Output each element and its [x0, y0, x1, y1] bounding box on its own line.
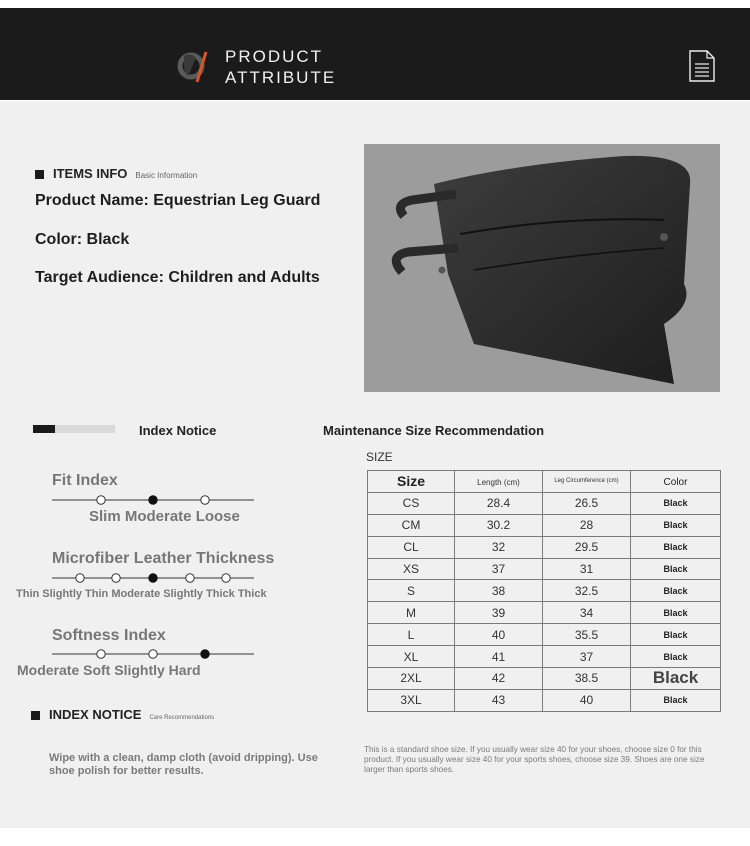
table-row [368, 624, 721, 646]
header-title [225, 46, 336, 88]
items-info-heading: ITEMS INFO Basic Information [35, 166, 197, 181]
fit-index-labels: Slim Moderate Loose [89, 508, 240, 525]
table-cell: 26.5 [543, 492, 631, 514]
table-row [368, 558, 721, 580]
table-cell: Black [631, 602, 721, 624]
table-row [368, 492, 721, 514]
table-row [368, 536, 721, 558]
header-circumference: Leg Circumference (cm) [543, 471, 631, 493]
header-title-line1: PRODUCT [225, 47, 324, 66]
softness-scale [52, 647, 254, 661]
table-cell: L [368, 624, 455, 646]
table-cell: 28.4 [455, 492, 543, 514]
index-notice-heading: Index Notice [139, 423, 217, 438]
table-cell: Black [631, 536, 721, 558]
size-table [367, 470, 721, 712]
thickness-option-thin [76, 574, 84, 582]
table-cell: 39 [455, 602, 543, 624]
thickness-title: Microfiber Leather Thickness [52, 550, 275, 567]
table-cell: Black [631, 514, 721, 536]
size-caption: SIZE [366, 450, 393, 464]
document-icon[interactable] [688, 50, 716, 82]
table-cell: 30.2 [455, 514, 543, 536]
table-cell: 2XL [368, 668, 455, 690]
table-cell: CM [368, 514, 455, 536]
table-cell: 35.5 [543, 624, 631, 646]
product-name: Product Name: Equestrian Leg Guard [35, 192, 321, 209]
target-audience: Target Audience: Children and Adults [35, 269, 320, 286]
table-row [368, 689, 721, 711]
decorative-bar-faded [55, 425, 115, 433]
softness-option-soft [149, 650, 157, 658]
table-cell: CL [368, 536, 455, 558]
header-length: Length (cm) [455, 471, 543, 493]
decorative-bar [33, 425, 55, 433]
table-cell: 42 [455, 668, 543, 690]
softness-title: Softness Index [52, 627, 166, 644]
softness-option-slightly-hard [201, 650, 209, 658]
table-cell: 38.5 [543, 668, 631, 690]
table-cell: 32.5 [543, 580, 631, 602]
table-cell: Black [631, 624, 721, 646]
table-cell: 43 [455, 689, 543, 711]
square-bullet-icon [31, 711, 40, 720]
table-header-row [368, 471, 721, 493]
fit-option-moderate [149, 496, 157, 504]
table-cell: 31 [543, 558, 631, 580]
table-cell: 29.5 [543, 536, 631, 558]
header-title-line2: ATTRIBUTE [225, 68, 337, 87]
softness-option-moderate [97, 650, 105, 658]
table-row [368, 602, 721, 624]
thickness-option-thick [222, 574, 230, 582]
table-cell: 37 [543, 646, 631, 668]
header-size: Size [368, 471, 455, 493]
fit-index-title: Fit Index [52, 472, 118, 489]
care-subheading: Care Recommendations [149, 715, 215, 721]
square-bullet-icon [35, 170, 44, 179]
fit-index-scale [52, 493, 254, 507]
table-cell: Black [631, 558, 721, 580]
thickness-option-slightly-thin [112, 574, 120, 582]
table-row [368, 646, 721, 668]
fit-option-loose [201, 496, 209, 504]
table-row [368, 668, 721, 690]
maintenance-heading: Maintenance Size Recommendation [323, 423, 545, 438]
table-cell: 38 [455, 580, 543, 602]
product-photo [364, 144, 720, 392]
table-cell: 28 [543, 514, 631, 536]
thickness-option-moderate [149, 574, 157, 582]
size-note: This is a standard shoe size. If you usually wear size 40 for your shoes, choose size 0 for this product. If you usually wear size 40 for your sports shoes, choose size 39. Shoes are one size larger than sports shoes. [364, 745, 705, 774]
table-cell: 40 [543, 689, 631, 711]
table-cell: Black [631, 689, 721, 711]
header-bar [0, 8, 750, 100]
fit-option-slim [97, 496, 105, 504]
leg-guard-image [364, 144, 720, 392]
thickness-labels: Thin Slightly Thin Moderate Slightly Thick Thick [16, 588, 267, 600]
table-cell: XS [368, 558, 455, 580]
table-cell: 37 [455, 558, 543, 580]
table-cell: Black [631, 580, 721, 602]
table-cell: Black [631, 646, 721, 668]
care-heading: INDEX NOTICE Care Recommendations [31, 707, 214, 722]
table-cell: 3XL [368, 689, 455, 711]
table-cell: 41 [455, 646, 543, 668]
table-cell: M [368, 602, 455, 624]
thickness-scale [52, 571, 254, 585]
table-cell: 32 [455, 536, 543, 558]
table-cell: Black [631, 668, 721, 690]
table-cell: Black [631, 492, 721, 514]
product-color: Color: Black [35, 231, 130, 248]
header-color: Color [631, 471, 721, 493]
table-cell: 34 [543, 602, 631, 624]
items-info-subheading: Basic Information [135, 171, 198, 180]
care-text: Wipe with a clean, damp cloth (avoid dripping). Use shoe polish for better results. [49, 752, 318, 777]
table-cell: CS [368, 492, 455, 514]
brand-logo-icon [176, 46, 214, 86]
thickness-option-slightly-thick [186, 574, 194, 582]
table-row [368, 580, 721, 602]
table-cell: 40 [455, 624, 543, 646]
table-cell: XL [368, 646, 455, 668]
table-row [368, 514, 721, 536]
table-cell: S [368, 580, 455, 602]
softness-labels: Moderate Soft Slightly Hard [17, 662, 201, 678]
